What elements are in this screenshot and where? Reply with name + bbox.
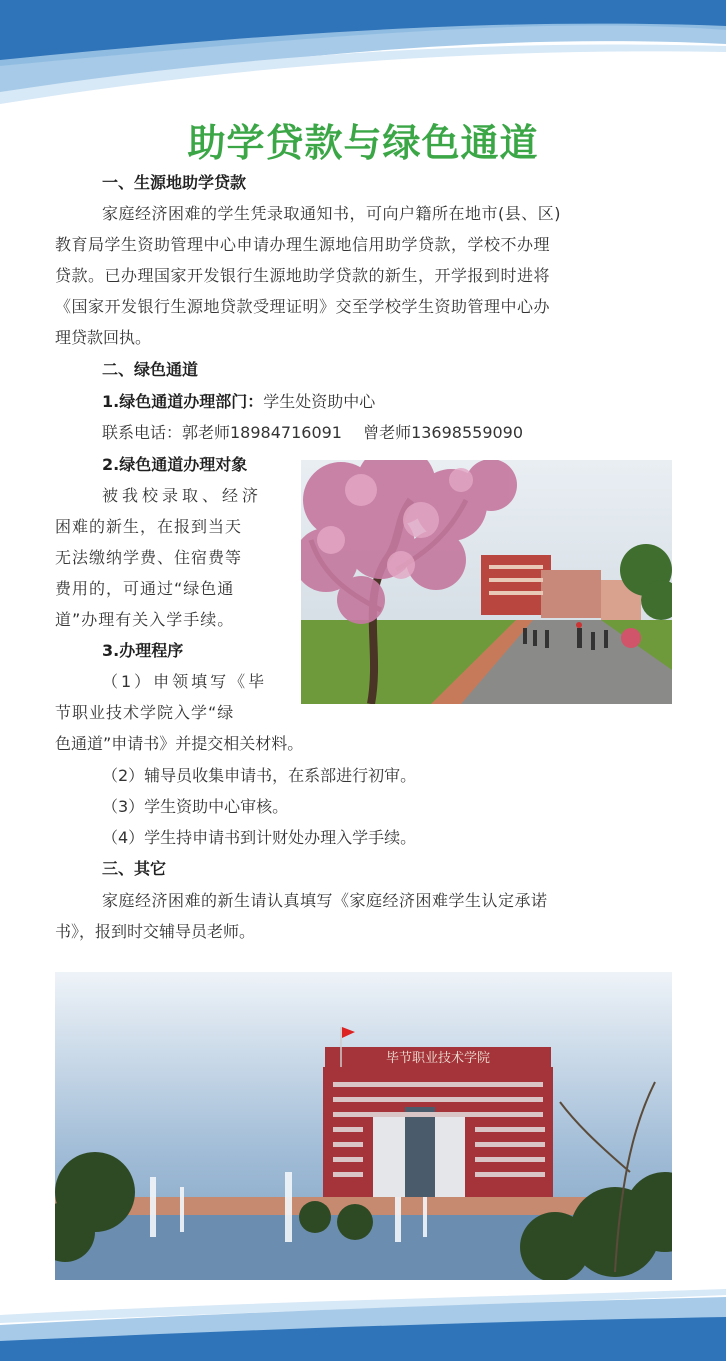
dept-value: 学生处资助中心	[263, 392, 376, 411]
procedure-line: （1）申领填写《毕	[102, 672, 268, 691]
section1-line: 理贷款回执。	[55, 328, 152, 347]
page-title: 助学贷款与绿色通道	[187, 120, 539, 165]
target-line: 被我校录取、经济	[102, 486, 263, 505]
target-line: 道”办理有关入学手续。	[55, 610, 235, 629]
section3-line: 书》，报到时交辅导员老师。	[55, 922, 256, 941]
procedure-line: 色通道”申请书》并提交相关材料。	[55, 734, 304, 753]
section2-heading: 二、绿色通道	[102, 360, 199, 379]
target-heading: 2.绿色通道办理对象	[102, 455, 248, 474]
green-channel-dept	[102, 386, 375, 417]
procedure-line: （3）学生资助中心审核。	[102, 797, 289, 816]
target-line: 无法缴纳学费、住宿费等	[55, 548, 243, 567]
section3-heading: 三、其它	[102, 859, 167, 878]
campus-building-photo	[55, 972, 672, 1280]
procedure-heading: 3.办理程序	[102, 641, 184, 660]
dept-label: 1.绿色通道办理部门：	[102, 392, 264, 411]
procedure-line: （4）学生持申请书到计财处办理入学手续。	[102, 828, 417, 847]
target-line: 费用的，可通过“绿色通	[55, 579, 235, 598]
section1-line: 家庭经济困难的学生凭录取通知书，可向户籍所在地市(县、区)	[102, 204, 561, 223]
section1-line: 教育局学生资助管理中心申请办理生源地信用助学贷款，学校不办理	[55, 235, 551, 254]
section1-heading: 一、生源地助学贷款	[102, 173, 247, 192]
campus-cherry-blossom-photo	[301, 460, 672, 704]
building-sign: 毕节职业技术学院	[385, 1051, 491, 1066]
target-line: 困难的新生，在报到当天	[55, 517, 243, 536]
procedure-line: （2）辅导员收集申请书，在系部进行初审。	[102, 766, 417, 785]
bottom-wave-decoration	[0, 1281, 726, 1361]
top-wave-decoration	[0, 0, 726, 110]
section1-line: 《国家开发银行生源地贷款受理证明》交至学校学生资助管理中心办	[55, 297, 551, 316]
section1-line: 贷款。已办理国家开发银行生源地助学贷款的新生，开学报到时进将	[55, 266, 551, 285]
section3-line: 家庭经济困难的新生请认真填写《家庭经济困难学生认定承诺	[102, 891, 548, 910]
contact-phone: 联系电话：郭老师18984716091 曾老师13698559090	[102, 423, 524, 442]
procedure-line: 节职业技术学院入学“绿	[55, 703, 235, 722]
